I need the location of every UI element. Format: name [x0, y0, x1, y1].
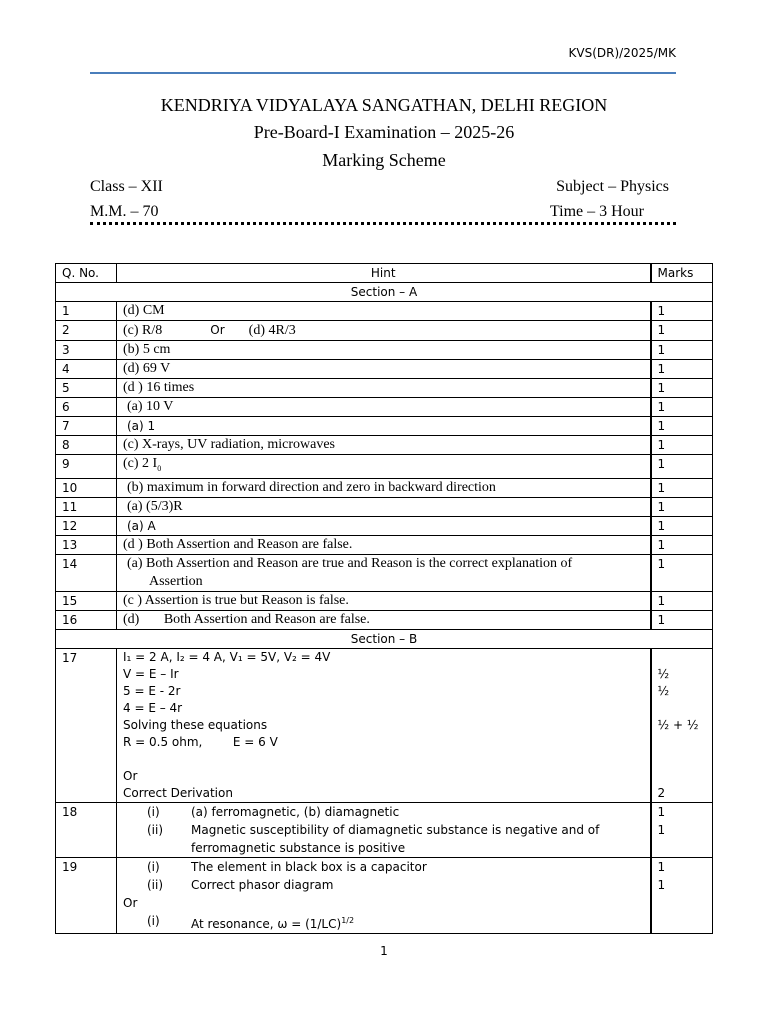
- marks-value: [651, 857, 713, 933]
- question-number: 18: [56, 802, 117, 857]
- question-number: 1: [56, 302, 117, 321]
- col-header-hint: Hint: [117, 264, 651, 283]
- hint-text: (d) 69 V: [117, 360, 651, 379]
- marks-line: ½: [657, 683, 670, 698]
- hint-line: Solving these equations: [123, 717, 268, 732]
- hint-line: (a) ferromagnetic, (b) diamagnetic: [191, 804, 400, 819]
- hint-text: (d) CM: [117, 302, 651, 321]
- marks-value: 1: [651, 554, 713, 591]
- question-number: 4: [56, 360, 117, 379]
- doc-title: Marking Scheme: [322, 150, 446, 170]
- document-code: KVS(DR)/2025/MK: [568, 46, 676, 60]
- marks-value: 1: [651, 379, 713, 398]
- marks-line: 1: [657, 877, 666, 892]
- marks-value: 1: [651, 321, 713, 341]
- question-number: 17: [56, 648, 117, 802]
- subject-label: Subject – Physics: [556, 178, 669, 195]
- marks-value: 1: [651, 455, 713, 479]
- marks-value: 1: [651, 341, 713, 360]
- or-label: Or: [210, 323, 225, 337]
- sub-number: (i): [147, 804, 160, 819]
- hint-line: 5 = E - 2r: [123, 683, 181, 698]
- hint-superscript: 1/2: [341, 915, 355, 925]
- hint-text: (c) X-rays, UV radiation, microwaves: [117, 436, 651, 455]
- hint-line: ferromagnetic substance is positive: [191, 840, 406, 855]
- marks-line: ½ + ½: [657, 717, 699, 732]
- question-number: 14: [56, 554, 117, 591]
- header-rule: [90, 72, 676, 74]
- question-number: 8: [56, 436, 117, 455]
- marks-line: ½: [657, 666, 670, 681]
- question-number: 12: [56, 516, 117, 535]
- question-number: 15: [56, 591, 117, 610]
- table-header-row: [56, 264, 713, 283]
- hint-line: V = E – Ir: [123, 666, 179, 681]
- exam-title: Pre-Board-I Examination – 2025-26: [253, 122, 515, 142]
- table-row: [56, 857, 713, 933]
- hint-text: (b) 5 cm: [117, 341, 651, 360]
- hint-option-c: (c) R/8: [123, 323, 163, 338]
- hint-text: (a) (5/3)R: [117, 497, 651, 516]
- hint-text: [117, 802, 651, 857]
- marks-value: 1: [651, 417, 713, 436]
- hint-line: Magnetic susceptibility of diamagnetic substance is negative and of: [191, 822, 600, 837]
- hint-line: (a) Both Assertion and Reason are true and Reason is the correct explanation of: [127, 555, 573, 571]
- marks-value: 1: [651, 516, 713, 535]
- col-header-qno: Q. No.: [56, 264, 117, 283]
- page-number: 1: [380, 944, 388, 958]
- hint-line: Or: [123, 895, 138, 910]
- marks-value: 1: [651, 360, 713, 379]
- marks-value: 1: [651, 591, 713, 610]
- hint-text: [117, 648, 651, 802]
- sub-number: (ii): [147, 822, 164, 837]
- hint-line: Correct Derivation: [123, 785, 233, 800]
- sub-number: (ii): [147, 877, 164, 892]
- hint-subscript: 0: [157, 463, 162, 473]
- hint-text: [117, 455, 651, 479]
- sub-number: (i): [147, 913, 160, 928]
- hint-text: (d ) Both Assertion and Reason are false.: [117, 535, 651, 554]
- hint-text: (a) A: [117, 516, 651, 535]
- hint-text: [117, 857, 651, 933]
- hint-text: (d ) 16 times: [117, 379, 651, 398]
- table-row: [56, 341, 713, 360]
- marks-line: 1: [657, 859, 666, 874]
- section-row: [56, 629, 713, 648]
- question-number: 2: [56, 321, 117, 341]
- marks-value: 1: [651, 302, 713, 321]
- table-row: [56, 360, 713, 379]
- marks-value: 1: [651, 398, 713, 417]
- hint-line: I₁ = 2 A, I₂ = 4 A, V₁ = 5V, V₂ = 4V: [123, 649, 331, 664]
- class-label: Class – XII: [90, 178, 163, 195]
- hint-main: (c) 2 I: [123, 456, 158, 471]
- table-row: [56, 455, 713, 479]
- marks-line: 2: [657, 785, 666, 800]
- question-number: 7: [56, 417, 117, 436]
- hint-line: [191, 912, 644, 933]
- hint-text: (c ) Assertion is true but Reason is false.: [117, 591, 651, 610]
- marks-line: 1: [657, 804, 666, 819]
- marks-value: 1: [651, 497, 713, 516]
- sub-number: (i): [147, 859, 160, 874]
- hint-text: [117, 321, 651, 341]
- hint-line: Correct phasor diagram: [191, 877, 334, 892]
- marks-value: [651, 802, 713, 857]
- hint-option-d: (d) 4R/3: [248, 323, 296, 338]
- org-title: KENDRIYA VIDYALAYA SANGATHAN, DELHI REGION: [160, 95, 608, 115]
- hint-line: Assertion: [149, 573, 203, 589]
- table-row: [56, 802, 713, 857]
- question-number: 11: [56, 497, 117, 516]
- table-row: [56, 379, 713, 398]
- max-marks-label: M.M. – 70: [90, 203, 159, 220]
- section-row: [56, 283, 713, 302]
- marks-value: 1: [651, 478, 713, 497]
- table-row: [56, 302, 713, 321]
- table-row: [56, 417, 713, 436]
- table-row: [56, 535, 713, 554]
- table-row: [56, 321, 713, 341]
- time-label: Time – 3 Hour: [549, 203, 644, 220]
- marks-value: [651, 648, 713, 802]
- hint-text: (a) 1: [117, 417, 651, 436]
- table-row: [56, 478, 713, 497]
- question-number: 19: [56, 857, 117, 933]
- hint-text: (d) Both Assertion and Reason are false.: [117, 610, 651, 629]
- marks-value: 1: [651, 436, 713, 455]
- question-number: 10: [56, 478, 117, 497]
- table-row: [56, 516, 713, 535]
- question-number: 6: [56, 398, 117, 417]
- question-number: 3: [56, 341, 117, 360]
- hint-line: R = 0.5 ohm, E = 6 V: [123, 734, 278, 749]
- marks-line: 1: [657, 822, 666, 837]
- question-number: 9: [56, 455, 117, 479]
- hint-main: At resonance, ω = (1/LC): [191, 916, 342, 931]
- question-number: 5: [56, 379, 117, 398]
- question-number: 13: [56, 535, 117, 554]
- marks-value: 1: [651, 535, 713, 554]
- hint-text: (a) 10 V: [117, 398, 651, 417]
- section-b-label: Section – B: [56, 629, 713, 648]
- hint-text: (b) maximum in forward direction and zero in backward direction: [117, 478, 651, 497]
- hint-line: 4 = E – 4r: [123, 700, 183, 715]
- question-number: 16: [56, 610, 117, 629]
- marks-value: 1: [651, 610, 713, 629]
- col-header-marks: Marks: [651, 264, 713, 283]
- hint-line: Or: [123, 768, 138, 783]
- table-row: [56, 648, 713, 802]
- table-row: [56, 610, 713, 629]
- section-a-label: Section – A: [56, 283, 713, 302]
- table-row: [56, 398, 713, 417]
- table-row: [56, 497, 713, 516]
- hint-line: The element in black box is a capacitor: [191, 859, 427, 874]
- table-row: [56, 591, 713, 610]
- table-row: [56, 554, 713, 591]
- marking-table: [55, 263, 713, 934]
- table-row: [56, 436, 713, 455]
- dotted-separator: [90, 222, 676, 225]
- hint-text: [117, 554, 651, 591]
